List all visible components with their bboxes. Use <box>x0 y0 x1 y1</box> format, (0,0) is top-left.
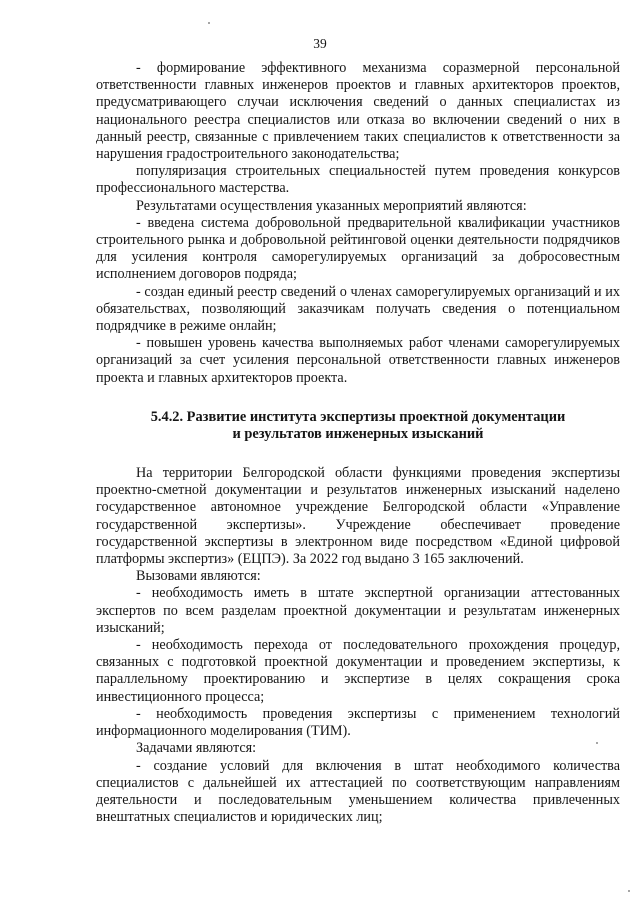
paragraph: - создан единый реестр сведений о членах саморегулируемых организаций и их обязательствах, позволяющий заказчикам получать сведения о потенциальном подрядчике в режиме онлайн; <box>96 283 620 335</box>
paragraph: Результатами осуществления указанных мероприятий являются: <box>136 197 527 214</box>
section-heading-line: и результатов инженерных изысканий <box>232 426 484 443</box>
paragraph: - создание условий для включения в штат необходимого количества специалистов с дальнейшей их аттестацией по соответствующим направлениям деятельности и последовательным уменьшением количества привлеченных внештатных специалистов и юридических лиц; <box>96 757 620 826</box>
paragraph: - формирование эффективного механизма соразмерной персональной ответственности главных инженеров проектов и главных архитекторов проектов, предусматривающего случаи исключения сведений о данных специалистах из национального реестра специалистов или отказа во включении сведений о них в данный реестр, связанные с привлечением таких специалистов к ответственности за нарушения градостроительного законодательства; <box>96 60 620 163</box>
scan-speck <box>596 742 598 744</box>
paragraph: Вызовами являются: <box>136 568 261 585</box>
paragraph: - необходимость проведения экспертизы с применением технологий информационного моделирования (ТИМ). <box>96 705 620 740</box>
paragraph: популяризация строительных специальностей путем проведения конкурсов профессионального мастерства. <box>96 163 620 197</box>
paragraph: - введена система добровольной предварительной квалификации участников строительного рынка и добровольной рейтинговой оценки деятельности подрядчиков для усиления контроля саморегулируемых организаций за добросовестным исполнением договоров подряда; <box>96 214 620 283</box>
scan-speck <box>208 22 210 24</box>
section-heading-line: 5.4.2. Развитие института экспертизы проектной документации <box>150 408 566 425</box>
paragraph: Задачами являются: <box>136 740 257 757</box>
scan-speck <box>628 890 630 892</box>
paragraph: - необходимость перехода от последовательного прохождения процедур, связанных с подготовкой проектной документации и проведением экспертизы, к параллельному проектированию и экспертизе в целях сокращения срока инвестиционного процесса; <box>96 637 620 705</box>
paragraph: На территории Белгородской области функциями проведения экспертизы проектно-сметной документации и результатов инженерных изысканий наделено государственное автономное учреждение Белгородской области «Управление государственной экспертизы». Учреждение обеспечивает проведение государственной экспертизы в электронном виде посредством «Единой цифровой платформы экспертиз» (ЕЦПЭ). За 2022 год выдано 3 165 заключений. <box>96 465 620 568</box>
page-number: 39 <box>313 36 327 51</box>
paragraph: - необходимость иметь в штате экспертной организации аттестованных экспертов по всем разделам проектной документации и результатам инженерных изысканий; <box>96 585 620 636</box>
section-heading <box>96 409 620 444</box>
document-body <box>96 60 620 826</box>
paragraph: - повышен уровень качества выполняемых работ членами саморегулируемых организаций за счет усиления персональной ответственности главных инженеров проекта и главных архитекторов проекта. <box>96 335 620 386</box>
